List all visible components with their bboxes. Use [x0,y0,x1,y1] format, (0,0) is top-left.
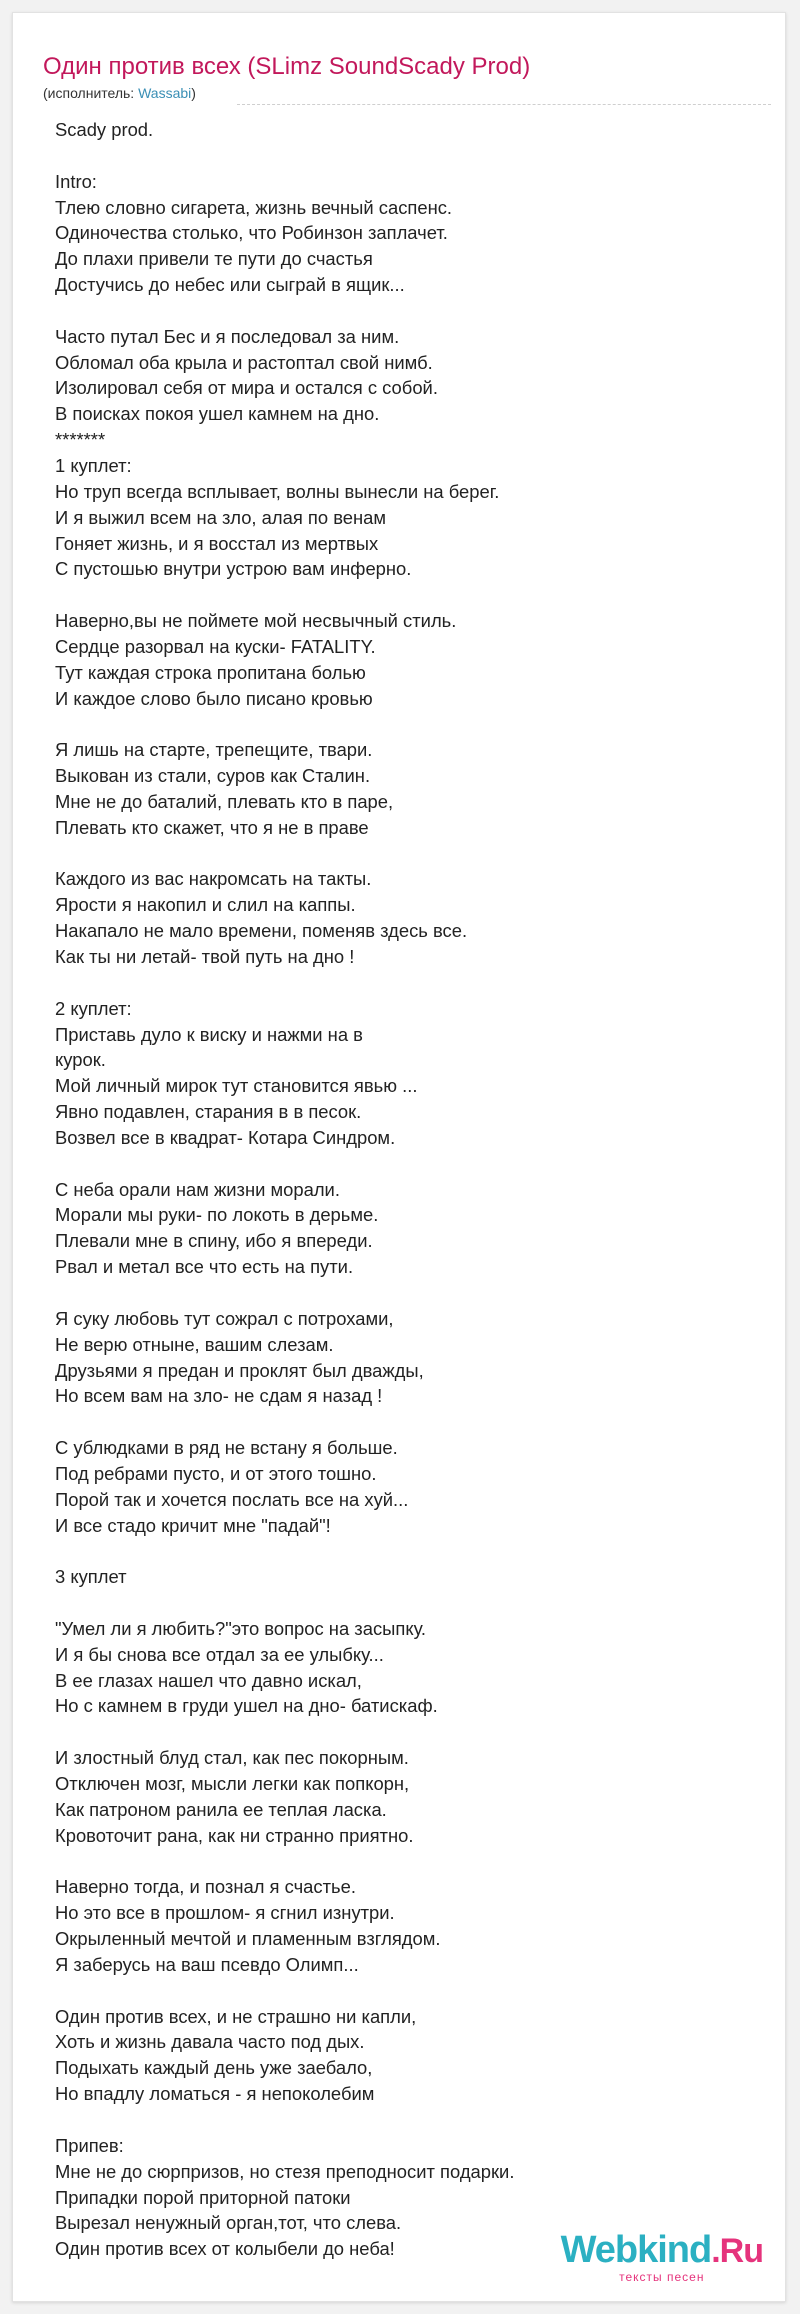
artist-prefix: (исполнитель: [43,85,139,101]
artist-suffix: ) [191,85,196,101]
webkind-logo[interactable] [561,2231,763,2283]
lyrics-text: Scady prod. Intro: Тлею словно сигарета, жизнь вечный саспенс. Одиночества столько, что Робинзон заплачет. До плахи привели те пути до счастья Достучись до небес или сыграй в ящик... Часто путал Бес и я последовал за ним. Обломал оба крыла и растоптал свой нимб. Изолировал себя от мира и остался с собой. В поисках покоя ушел камнем на дно. ******* 1 куплет: Но труп всегда всплывает, волны вынесли на берег. И я выжил всем на зло, алая по венам Гоняет жизнь, и я восстал из мертвых С пустошью внутри устрою вам инферно. Наверно,вы не поймете мой несвычный стиль. Сердце разорвал на куски- FATALITY. Тут каждая строка пропитана болью И каждое слово было писано кровью Я лишь на старте, трепещите, твари. Выкован из стали, суров как Сталин. Мне не до баталий, плевать кто в паре, Плевать кто скажет, что я не в праве Каждого из вас накромсать на такты. Ярости я накопил и слил на каппы. Накапало не мало времени, поменяв здесь все. Как ты ни летай- твой путь на дно ! 2 куплет: Приставь дуло к виску и нажми на в курок. Мой личный мирок тут становится явью ... Явно подавлен, старания в в песок. Возвел все в квадрат- Котара Синдром. С неба орали нам жизни морали. Морали мы руки- по локоть в дерьме. Плевали мне в спину, ибо я впереди. Рвал и метал все что есть на пути. Я суку любовь тут сожрал с потрохами, Не верю отныне, вашим слезам. Друзьями я предан и проклят был дважды, Но всем вам на зло- не сдам я назад ! С ублюдками в ряд не встану я больше. Под ребрами пусто, и от этого тошно. Порой так и хочется послать все на хуй... И все стадо кричит мне "падай"! 3 куплет "Умел ли я любить?"это вопрос на засыпку. И я бы снова все отдал за ее улыбку... В ее глазах нашел что давно искал, Но с камнем в груди ушел на дно- батискаф. И злостный блуд стал, как пес покорным. Отключен мозг, мысли легки как попкорн, Как патроном ранила ее теплая ласка. Кровоточит рана, как ни странно приятно. Наверно тогда, и познал я счастье. Но это все в прошлом- я сгнил изнутри. Окрыленный мечтой и пламенным взглядом. Я заберусь на ваш псевдо Олимп... Один против всех, и не страшно ни капли, Хоть и жизнь давала часто под дых. Подыхать каждый день уже заебало, Но впадлу ломаться - я непоколебим Припев: Мне не до сюрпризов, но стезя преподносит подарки. Припадки порой приторной патоки Вырезал ненужный орган,тот, что слева. Один против всех от колыбели до неба! [55,119,515,2260]
logo-name: Webkind [560,2229,712,2271]
logo-tagline: тексты песен [619,2270,705,2284]
lyrics-card [12,12,786,2302]
artist-link[interactable]: Wassabi [138,85,192,101]
header-divider [237,104,771,105]
logo-wordmark [561,2231,763,2269]
artist-line [43,85,196,101]
song-title: Один против всех (SLimz SoundScady Prod) [43,53,531,80]
logo-tld: .Ru [711,2232,763,2270]
